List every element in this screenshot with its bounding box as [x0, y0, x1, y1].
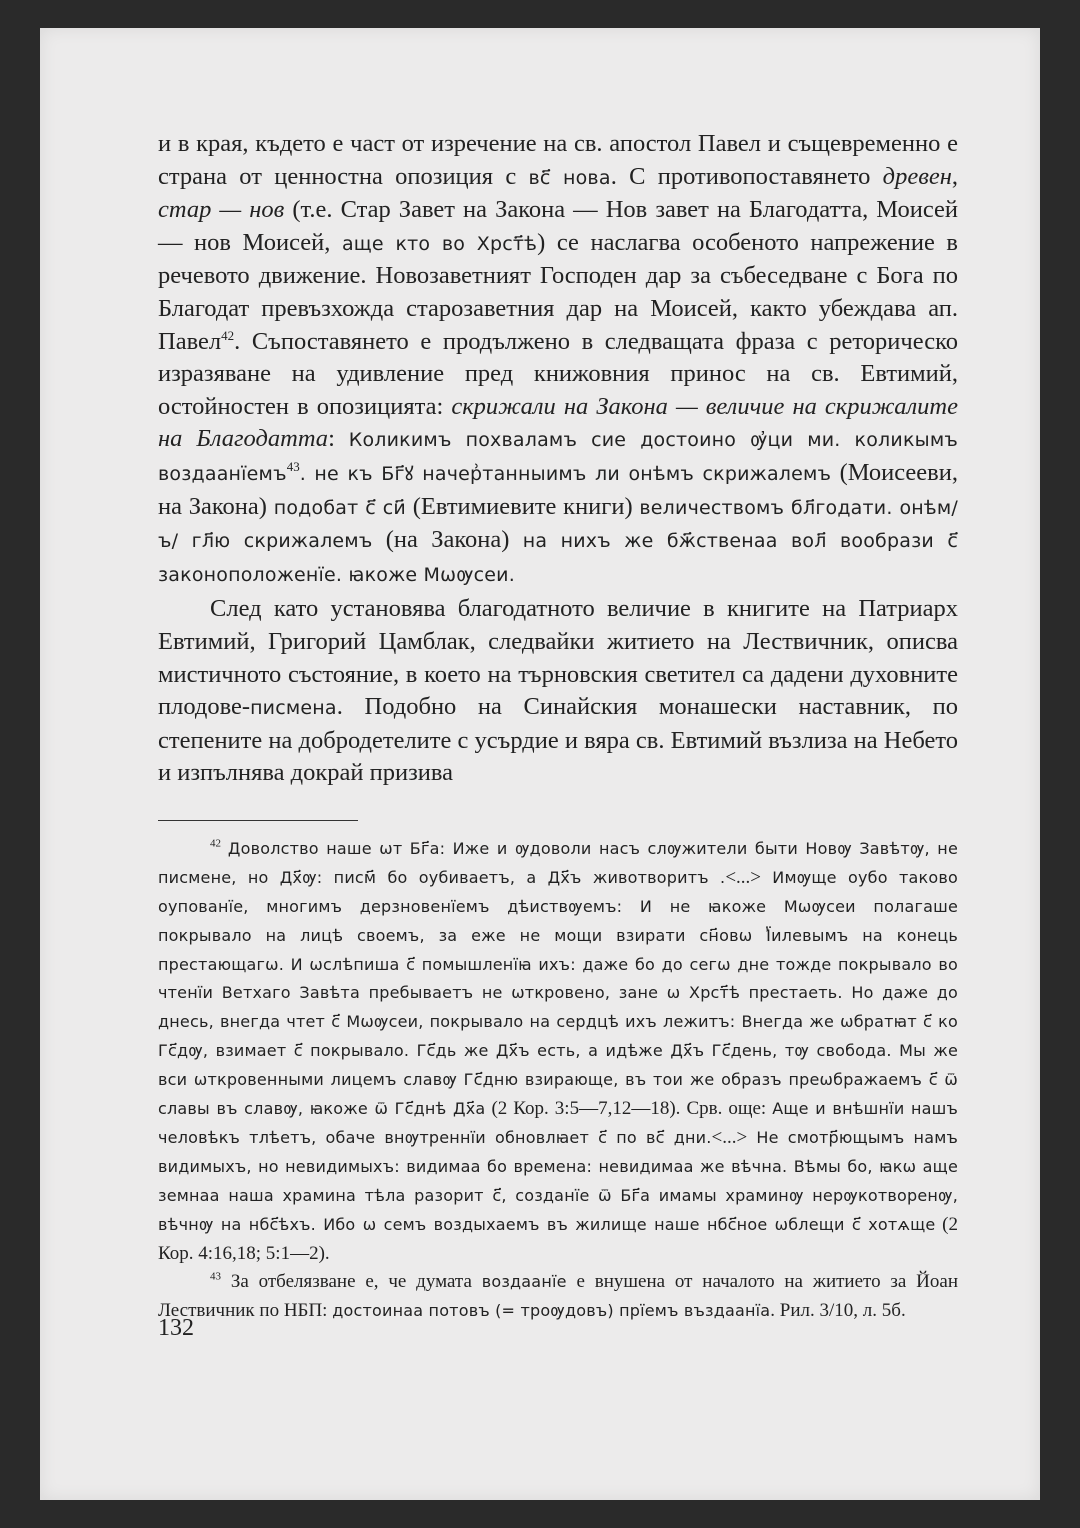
text-run: (т.е. Стар Завет на Закона — Нов завет на Благодатта, Моисей — нов Моисей,	[158, 196, 958, 256]
church-slavonic-quote: величествомъ бл҃годати. онѣм/ъ/ гл҃ю скрижалемъ	[158, 496, 958, 553]
text-run: (2 Кор. 4:16,18; 5:1—2).	[158, 1213, 959, 1264]
footnote-42	[158, 835, 958, 1269]
text-run: <...>	[711, 1126, 748, 1148]
text-run: . С противопоставянето	[610, 162, 883, 190]
church-slavonic-quote: подобат с҃ си҃	[273, 496, 406, 519]
paragraph-2	[158, 593, 958, 790]
church-slavonic-quote: аще кто во Хрст҃ѣ	[341, 232, 538, 255]
church-slavonic-quote: Коликимъ похваламъ сие достоино ѹ҆ци ми. коликымъ воздаанїемъ	[158, 429, 958, 485]
church-slavonic-word: воздаанїе	[481, 1272, 567, 1292]
text-run: . Рил. 3/10, л. 5б.	[770, 1300, 906, 1322]
footnote-43	[158, 1268, 958, 1326]
text-run: (2 Кор. 3:5—7,12—18). Срв. още:	[485, 1098, 773, 1120]
church-slavonic-quote: . не къ Бг҃ꙋ начер͗танныимъ ли онѣмъ скрижалемъ	[299, 462, 832, 485]
italic-term: стар — нов	[158, 196, 285, 224]
text-run: е внушена от началото на житието за Йоан Лествичник по НБП:	[158, 1271, 958, 1322]
church-slavonic-quote: вс҃ нова	[528, 166, 611, 189]
footnote-number: 42	[210, 837, 221, 850]
footnote-number: 43	[210, 1271, 221, 1284]
text-run: ) се наслагва особеното напрежение в речевото движение. Новозаветният Господен дар за събеседване с Бога по Благодат превъзхожда старозаветния дар на Моисей, както убеждава ап. Павел	[158, 228, 958, 355]
footnote-ref-43[interactable]: 43	[286, 458, 300, 474]
italic-term: древен	[882, 162, 952, 190]
footnote-separator	[158, 820, 358, 821]
text-run: ,	[951, 162, 958, 190]
page-number: 132	[158, 1315, 194, 1341]
footnote-ref-42[interactable]: 42	[221, 327, 235, 343]
text-block	[158, 128, 958, 1326]
text-run: За отбелязване е, че думата	[221, 1271, 482, 1293]
church-slavonic-quote: Доволство наше ѡт Бг҃а: Иже и ѹдоволи насъ слѹжители быти Новѹ Завѣтѹ, не писмене, но Дх҃ѹ: писм҃ бо оубиваетъ, а Дх҃ъ животворитъ .	[158, 838, 958, 887]
text-run: След като установява благодатното величие в книгите на Патриарх Евтимий, Григорий Цамблак, следвайки житието на Лествичник, описва мистичното състояние, в което на търновския светител са дадени духовните плодове-	[158, 595, 958, 721]
text-run: (на Закона)	[372, 526, 523, 554]
text-run: :	[328, 425, 349, 453]
text-run: . Подобно на Синайския монашески наставник, по степените на добродетелите с усърдие и вяра св. Евтимий възлиза на Небето и изпълнява докрай призива	[158, 693, 958, 787]
book-page	[40, 28, 1040, 1500]
church-slavonic-word: писмена	[250, 697, 337, 720]
text-run: . Съпоставянето е продължено в следващата фраза с реторическо изразяване на удивление пред книжовния принос на св. Евтимий, остойностен в опозицията:	[158, 327, 958, 420]
church-slavonic-quote: достоинаа потовъ (= троѹдовъ) прїемъ въздаанїа	[332, 1301, 771, 1321]
italic-term: скрижали на Закона — величие на скрижалите на Благодатта	[158, 392, 958, 453]
church-slavonic-quote: Не смотр҃ющымъ намъ видимыхъ, но невидимыхъ: видимаа бо времена: невидимаа же вѣчна. Вѣмы бо, ꙗкѡ аще земнаа наша храмина тѣла разорит с҃, созданїе ѿ Бг҃а имамы храминѹ нерѹкотворенѹ, вѣчнѹ на нбс҃ѣхъ. Ибо ѡ семъ воздыхаемъ въ жилище наше нбс҃ное ѡблещи с҃ хотѧще	[158, 1127, 958, 1234]
text-run: (Моисееви, на Закона)	[158, 458, 958, 520]
text-run: (Евтимиевите книги)	[405, 492, 640, 520]
church-slavonic-quote: Имѹще оубо таково оупованїе, многимъ дерзновенїемъ дѣиствѹемъ: И не ꙗкоже Мѡѹсеи полагаше покрывало на лицѣ своемъ, за еже не мощи взирати сн҃овѡ Ї҆илевымъ на конець престающагѡ. И ѡслѣпиша с҃ помышленїꙗ ихъ: даже бо до сегѡ дне тожде покрывало во чтенїи Ветхаго Завѣта пребываетъ не ѡткровено, зане ѡ Хрст҃ѣ престаеть. Но даже до днесь, внегда чтет с҃ Мѡѹсеи, покрывало на сердцѣ ихъ лежитъ: Внегда же ѡбратꙗт с҃ ко Гс҃дѹ, взимает с҃ покрывало. Гс҃дь же Дх҃ъ есть, а идѣже Дх҃ъ Гс҃день, тѹ свобода. Мы же вси ѡткровенными лицемъ славѹ Гс҃дню взирающе, въ тои же образъ преѡбражаемъ с҃ ѿ славы въ славѹ, ꙗкоже ѿ Гс҃днѣ Дх҃а	[158, 867, 958, 1119]
church-slavonic-quote: на нихъ же бж҃ственаа вол҃ вообрази с҃ законоположенїе. ꙗкоже Мѡѹсеи.	[158, 530, 958, 586]
text-run: и в края, където е част от изречение на св. апостол Павел и същевременно е страна от ценностна опозиция с	[158, 130, 958, 190]
paragraph-1	[158, 128, 958, 591]
text-run: <...>	[725, 866, 762, 888]
church-slavonic-quote: Аще и внѣшнїи нашъ человѣкъ тлѣетъ, обаче внѹтреннїи обновлꙗет с҃ по вс҃ дни.	[158, 1099, 958, 1147]
